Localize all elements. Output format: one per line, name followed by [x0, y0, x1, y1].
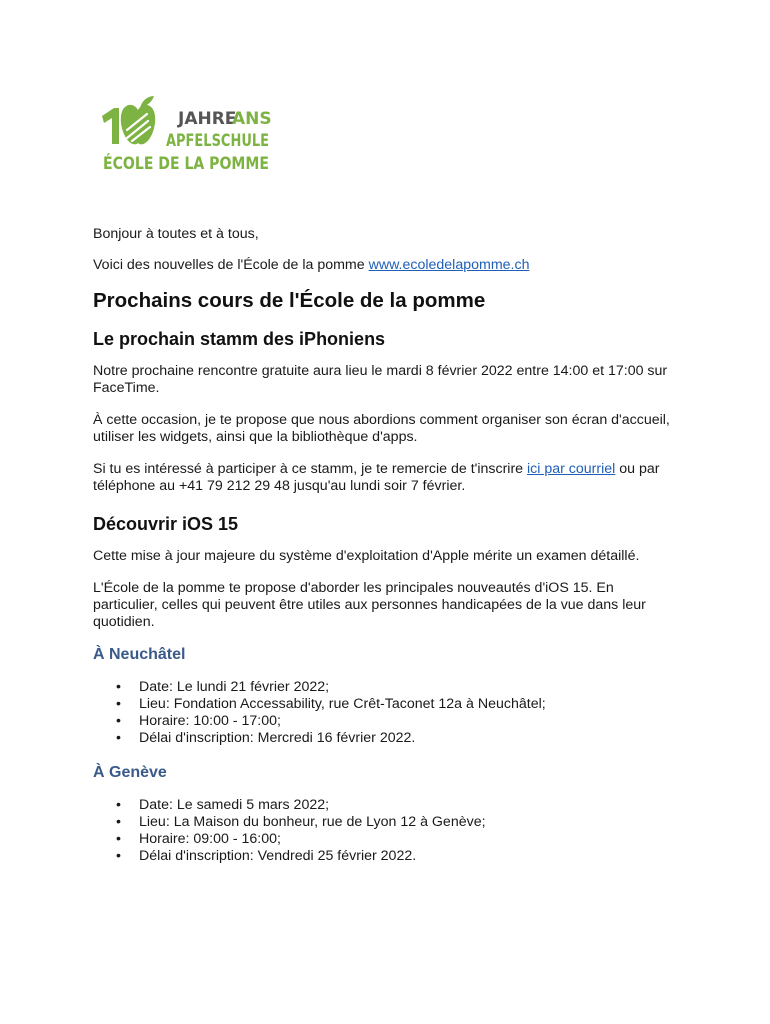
stamm-paragraph-2: À cette occasion, je te propose que nous abordions comment organiser son écran d'accueil, utiliser les widgets, ainsi que la bibliothèque d'apps. — [93, 412, 670, 445]
list-item: • Date: Le lundi 21 février 2022; — [116, 679, 330, 695]
geneve-heading: À Genève — [93, 764, 167, 781]
geneve-list — [93, 797, 673, 865]
intro-paragraph — [93, 257, 673, 274]
svg-text:ÉCOLE DE LA POMME: ÉCOLE DE LA POMME — [103, 154, 304, 174]
stamm-text-before: Si tu es intéressé à participer à ce stamm, je te remercie de t'inscrire — [93, 461, 528, 477]
page-title: Prochains cours de l'École de la pomme — [93, 289, 486, 312]
list-item: • Lieu: La Maison du bonheur, rue de Lyon 12 à Genève; — [116, 814, 486, 830]
greeting: Bonjour à toutes et à tous, — [93, 226, 259, 242]
neuchatel-list — [93, 679, 673, 747]
neuchatel-heading: À Neuchâtel — [93, 646, 186, 663]
document-body — [93, 226, 673, 865]
bullet-icon: • — [116, 696, 121, 712]
list-item: • Délai d'inscription: Mercredi 16 février 2022. — [116, 730, 416, 746]
bullet-icon: • — [116, 713, 121, 729]
bullet-icon: • — [116, 679, 121, 695]
email-registration-link[interactable]: ici par courriel — [527, 461, 616, 477]
intro-text: Voici des nouvelles de l'École de la pomme — [93, 257, 369, 273]
stamm-paragraph-3 — [93, 461, 673, 495]
ecole-de-la-pomme-logo — [100, 94, 304, 174]
bullet-icon: • — [116, 831, 121, 847]
bullet-icon: • — [116, 730, 121, 746]
list-item: • Horaire: 10:00 - 17:00; — [116, 713, 281, 729]
list-item: • Lieu: Fondation Accessability, rue Crêt-Taconet 12a à Neuchâtel; — [116, 696, 546, 712]
bullet-icon: • — [116, 814, 121, 830]
ios-heading: Découvrir iOS 15 — [93, 514, 239, 534]
bullet-icon: • — [116, 797, 121, 813]
stamm-paragraph-1: Notre prochaine rencontre gratuite aura lieu le mardi 8 février 2022 entre 14:00 et 17:00 sur FaceTime. — [93, 363, 668, 396]
ios-paragraph-2: L'École de la pomme te propose d'aborder les principales nouveautés d'iOS 15. En particulier, celles qui peuvent être utiles aux personnes handicapées de la vue dans leur quotidien. — [93, 580, 646, 630]
ios-paragraph-1: Cette mise à jour majeure du système d'exploitation d'Apple mérite un examen détaillé. — [93, 548, 640, 564]
svg-text:JAHRE: JAHRE — [178, 109, 237, 129]
svg-text:ANS: ANS — [232, 109, 272, 129]
stamm-heading: Le prochain stamm des iPhoniens — [93, 329, 386, 349]
list-item: • Délai d'inscription: Vendredi 25 février 2022. — [116, 848, 417, 864]
list-item: • Horaire: 09:00 - 16:00; — [116, 831, 281, 847]
list-item: • Date: Le samedi 5 mars 2022; — [116, 797, 330, 813]
stamm-text-after: ou par téléphone au +41 79 212 29 48 jusqu'au lundi soir 7 février. — [93, 461, 660, 494]
website-link[interactable]: www.ecoledelapomme.ch — [368, 257, 530, 273]
bullet-icon: • — [116, 848, 121, 864]
svg-text:APFELSCHULE: APFELSCHULE — [166, 131, 269, 151]
